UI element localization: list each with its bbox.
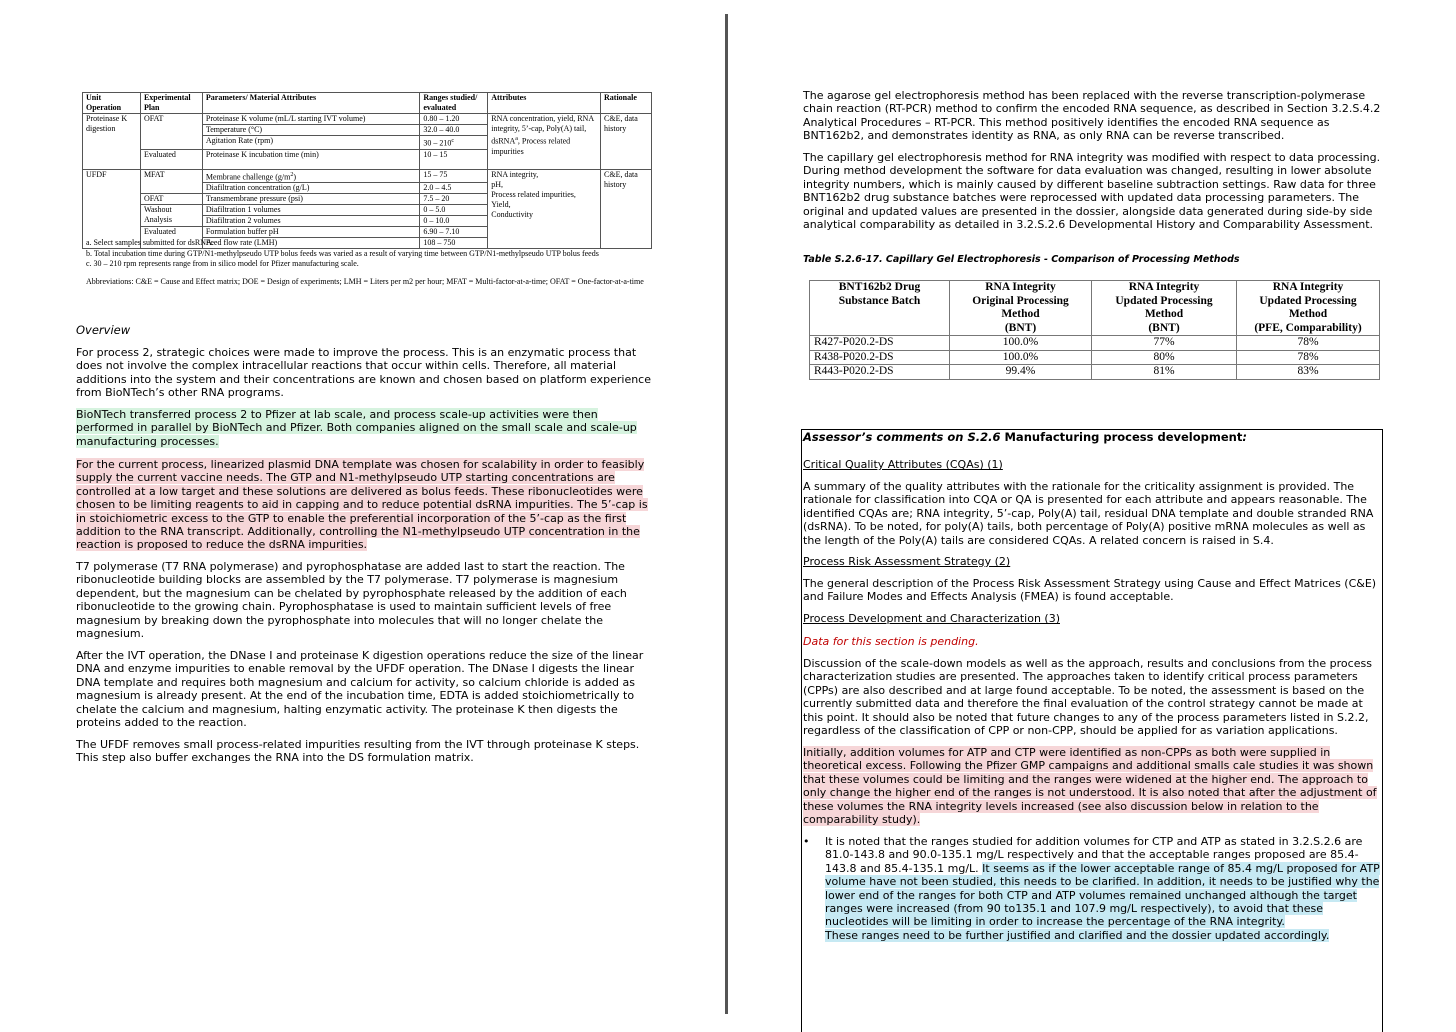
table-row <box>83 114 652 125</box>
table-cell: 81% <box>1092 365 1237 380</box>
table-cell: 32.0 – 40.0 <box>420 125 488 136</box>
table-cell: R443-P020.2-DS <box>810 365 950 380</box>
table-header: Rationale <box>601 93 652 114</box>
table-cell: 80% <box>1092 350 1237 365</box>
section-heading-overview: Overview <box>76 323 131 337</box>
table-footnotes <box>86 238 651 287</box>
table-cell: Formulation buffer pH <box>202 227 419 238</box>
subheading-risk: Process Risk Assessment Strategy (2) <box>803 555 1011 568</box>
paragraph: The agarose gel electrophoresis method has been replaced with the reverse transcription-polymerase chain reaction (RT-PCR) method to confirm the encoded RNA sequence, as described in Section 3.2.S.4.2 Analytical Procedures – RT-PCR. This method positively identifies the encoded RNA sequence as BNT162b2, and demonstrates identity as RNA, as only RNA can be reverse transcribed. <box>803 89 1381 143</box>
table-cell: Proteinase K volume (mL/L starting IVT volume) <box>202 114 419 125</box>
table-cell: Proteinase K digestion <box>83 114 141 170</box>
process-parameters-table <box>82 92 652 249</box>
table-cell: UFDF <box>83 169 141 249</box>
table-cell: 10 – 15 <box>420 149 488 169</box>
table-header: BNT162b2 Drug Substance Batch <box>810 281 950 336</box>
table-header: RNA Integrity Original Processing Method (BNT) <box>950 281 1092 336</box>
abbreviations: Abbreviations: C&E = Cause and Effect matrix; DOE = Design of experiments; LMH = Liters per m2 per hour; MFAT = Multi-factor-at-a-time; OFAT = One-factor-at-a-time <box>86 276 644 286</box>
table-cell: Feed flow rate (LMH) <box>202 238 419 249</box>
table-cell: 108 – 750 <box>420 238 488 249</box>
table-cell: 77% <box>1092 336 1237 351</box>
table-cell: C&E, data history <box>601 114 652 170</box>
table-header: Parameters/ Material Attributes <box>202 93 419 114</box>
table-row <box>810 365 1380 380</box>
table-cell: Temperature (°C) <box>202 125 419 136</box>
table-cell: Diafiltration 2 volumes <box>202 216 419 227</box>
table-header: Unit Operation <box>83 93 141 114</box>
table-cell: 6.90 – 7.10 <box>420 227 488 238</box>
paragraph: For process 2, strategic choices were made to improve the process. This is an enzymatic process that does not involve the complex intracellular reactions that occur within cells. Therefore, all material additions into the system and their concentrations are known and chosen based on platform experience from BioNTech’s other RNA programs. <box>76 346 652 400</box>
footnote: b. Total incubation time during GTP/N1-methylpseudo UTP bolus feeds was varied as a result of varying time between GTP/N1-methylpseudo UTP bolus feeds <box>86 248 599 258</box>
paragraph: A summary of the quality attributes with the rationale for the criticality assignment is provided. The rationale for classification into CQA or QA is presented for each attribute and appears reasonable. The identified CQAs are; RNA integrity, 5’-cap, Poly(A) tail, residual DNA template and double stranded RNA (dsRNA). To be noted, for poly(A) tails, both percentage of Poly(A) positive mRNA molecules as well as the length of the Poly(A) tails are considered CQAs. A related concern is raised in S.4. <box>803 480 1374 547</box>
page-divider <box>725 14 728 1014</box>
paragraph: T7 polymerase (T7 RNA polymerase) and pyrophosphatase are added last to start the reaction. The ribonucleotide building blocks are assembled by the T7 polymerase. T7 polymerase is magnesium dependent, but the magnesium can be chelated by pyrophosphate released by the addition of each ribonucleotide to the growing chain. Pyrophosphatase is used to maintain sufficient levels of free magnesium by breaking down the pyrophosphate into molecules that will no longer chelate the magnesium. <box>76 560 627 641</box>
table-cell: Agitation Rate (rpm) <box>202 136 419 150</box>
bullet-marker: • <box>803 835 810 848</box>
table-cell: 2.0 – 4.5 <box>420 183 488 194</box>
subheading-dev: Process Development and Characterization (3) <box>803 612 1060 625</box>
table-header: Ranges studied/ evaluated <box>420 93 488 114</box>
table-header-row <box>810 281 1380 336</box>
table-caption: Table S.2.6-17. Capillary Gel Electrophoresis - Comparison of Processing Methods <box>803 254 1240 265</box>
table-header: Experimental Plan <box>140 93 202 114</box>
pending-note: Data for this section is pending. <box>803 635 979 648</box>
table-cell: RNA integrity, pH, Process related impurities, Yield, Conductivity <box>488 169 601 249</box>
table-cell: C&E, data history <box>601 169 652 249</box>
table-cell: R438-P020.2-DS <box>810 350 950 365</box>
table-cell: 30 – 210$^c$ <box>420 136 488 150</box>
highlighted-paragraph-red: Initially, addition volumes for ATP and CTP were identified as non-CPPs as both were supplied in theoretical excess. Following the Pfizer GMP campaigns and additional smalls cale studies it was shown that these volumes could be limiting and the ranges were widened at the higher end. The approach to only change the higher end of the ranges is not understood. It is also noted that after the adjustment of these volumes the RNA integrity levels increased (see also discussion below in relation to the comparability study). <box>803 746 1377 827</box>
table-cell: R427-P020.2-DS <box>810 336 950 351</box>
table-cell: Evaluated <box>140 227 202 249</box>
paragraph: The UFDF removes small process-related impurities resulting from the IVT through proteinase K steps. This step also buffer exchanges the RNA into the DS formulation matrix. <box>76 738 640 765</box>
table-header: RNA Integrity Updated Processing Method (PFE, Comparability) <box>1237 281 1380 336</box>
table-cell: Membrane challenge $(g/m^2)$ <box>202 169 419 183</box>
paragraph: Discussion of the scale-down models as well as the approach, results and conclusions from the process characterization studies are presented. The approaches taken to identify critical process parameters (CPPs) are also described and at large found acceptable. To be noted, the assessment is based on the currently submitted data and therefore the final evaluation of the control strategy cannot be made at this point. It should also be noted that future changes to any of the process parameters listed in S.2.2, regardless of the classification of CPP or non-CPP, should be applied for as variation applications. <box>803 657 1372 738</box>
table-header: Attributes <box>488 93 601 114</box>
table-cell: MFAT <box>140 169 202 194</box>
table-cell: RNA concentration, yield, RNA integrity, 5’-cap, Poly(A) tail, dsRNA$^a$, Process related impurities <box>488 114 601 170</box>
cge-comparison-table <box>809 280 1380 380</box>
highlighted-paragraph-red: For the current process, linearized plasmid DNA template was chosen for scalability in order to feasibly supply the current vaccine needs. The GTP and N1-methylpseudo UTP starting concentrations are controlled at a low target and these solutions are delivered as bolus feeds. These ribonucleotides were chosen to be limiting reagents to aid in capping and to reduce potential dsRNA impurities. The 5’-cap is in stoichiometric excess to the GTP to enable the preferential incorporation of the 5’-cap as the first addition to the RNA transcript. Additionally, controlling the N1-methylpseudo UTP concentration in the reaction is proposed to reduce the dsRNA impurities. <box>76 458 648 552</box>
subheading-cqa: Critical Quality Attributes (CQAs) (1) <box>803 458 1003 471</box>
table-cell: OFAT <box>140 194 202 205</box>
assessor-comments-title: Assessor’s comments on S.2.6 Manufacturing process development: <box>803 430 1247 444</box>
footnote: a. Select samples submitted for dsRNA. <box>86 238 214 247</box>
table-row <box>83 169 652 183</box>
table-cell: Transmembrane pressure (psi) <box>202 194 419 205</box>
highlighted-paragraph-green: BioNTech transferred process 2 to Pfizer at lab scale, and process scale-up activities were then performed in parallel by BioNTech and Pfizer. Both companies aligned on the small scale and scale-up manufacturing processes. <box>76 408 637 448</box>
table-cell: 100.0% <box>950 336 1092 351</box>
table-cell: Washout Analysis <box>140 205 202 227</box>
table-cell: Diafiltration 1 volumes <box>202 205 419 216</box>
table-cell: 100.0% <box>950 350 1092 365</box>
bullet-item: It is noted that the ranges studied for addition volumes for CTP and ATP as stated in 3.2.S.2.6 are 81.0-143.8 and 90.0-135.1 mg/L respectively and that the acceptable ranges proposed are 85.4-143.8 and 85.4-135.1 mg/L. It seems as if the lower acceptable range of 85.4 mg/L proposed for ATP volume have not been studied, this needs to be clarified. In addition, it needs to be justified why the lower end of the ranges for both CTP and ATP volumes remained unchanged although the target ranges were increased (from 90 to135.1 and 107.9 mg/L respectively), to avoid that these nucleotides will be limiting in order to increase the percentage of the RNA integrity. These ranges need to be further justified and clarified and the dossier updated accordingly. <box>825 835 1380 942</box>
table-cell: Diafiltration concentration (g/L) <box>202 183 419 194</box>
footnote: c. 30 – 210 rpm represents range from in silico model for Pfizer manufacturing scale. <box>86 259 359 268</box>
table-row <box>810 350 1380 365</box>
paragraph: The capillary gel electrophoresis method for RNA integrity was modified with respect to data processing. During method development the software for data evaluation was changed, resulting in lower absolute integrity numbers, which is mainly caused by different baseline subtraction settings. Raw data for three BNT162b2 drug substance batches were reprocessed with updated data processing parameters. The original and updated values are presented in the dossier, alongside data generated during side-by side analytical comparability as detailed in 3.2.S.2.6 Developmental History and Comparability Assessment. <box>803 151 1381 232</box>
paragraph: The general description of the Process Risk Assessment Strategy using Cause and Effect Matrices (C&E) and Failure Modes and Effects Analysis (FMEA) is found acceptable. <box>803 577 1377 604</box>
table-cell: 83% <box>1237 365 1380 380</box>
table-header-row <box>83 93 652 114</box>
paragraph: After the IVT operation, the DNase I and proteinase K digestion operations reduce the size of the linear DNA and enzyme impurities to enable removal by the UFDF operation. The DNase I digests the linear DNA template and requires both magnesium and calcium for activity, so calcium chloride is added as magnesium is already present. At the end of the incubation time, EDTA is added stoichiometrically to chelate the calcium and magnesium, halting enzymatic activity. The proteinase K then digests the proteins added to the reaction. <box>76 649 644 730</box>
table-cell: 15 – 75 <box>420 169 488 183</box>
table-header: RNA Integrity Updated Processing Method (BNT) <box>1092 281 1237 336</box>
table-cell: OFAT <box>140 114 202 150</box>
table-cell: 0 – 10.0 <box>420 216 488 227</box>
table-cell: Proteinase K incubation time (min) <box>202 149 419 169</box>
table-cell: 0 – 5.0 <box>420 205 488 216</box>
table-cell: Evaluated <box>140 149 202 169</box>
table-cell: 78% <box>1237 350 1380 365</box>
table-cell: 7.5 – 20 <box>420 194 488 205</box>
table-cell: 78% <box>1237 336 1380 351</box>
table-row <box>810 336 1380 351</box>
table-cell: 99.4% <box>950 365 1092 380</box>
table-cell: 0.80 – 1.20 <box>420 114 488 125</box>
